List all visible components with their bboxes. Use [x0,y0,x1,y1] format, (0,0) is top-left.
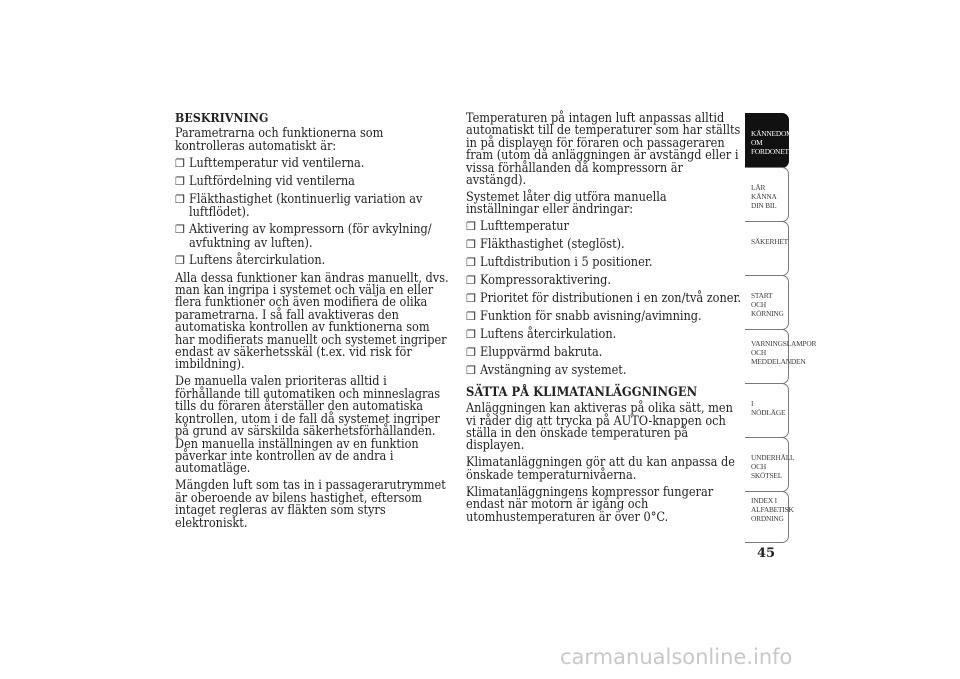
list-item: ❐ Kompressoraktivering. [466,272,611,288]
tab-index[interactable]: INDEX I ALFABETISK ORDNING [745,491,789,543]
list-item: ❐ Luftens återcirkulation. [175,251,326,267]
checkbox-bullet-icon: ❐ [175,156,185,170]
page-number: 45 [757,546,776,561]
right-column [466,112,742,528]
checkbox-bullet-icon: ❐ [466,256,476,270]
checkbox-bullet-icon: ❐ [466,238,476,252]
tab-kannedom-om-fordonet[interactable]: KÄNNEDOM OM FORDONET [745,113,789,168]
intro-paragraph: Parametrarna och funktionerna som kontrolleras automatiskt är: [175,125,384,153]
checkbox-bullet-icon: ❐ [466,346,476,360]
checkbox-bullet-icon: ❐ [175,192,185,206]
section-heading-beskrivning: BESKRIVNING [175,111,269,125]
tab-i-nodlage[interactable]: I NÖDLÄGE [745,383,789,438]
checkbox-bullet-icon: ❐ [466,220,476,234]
list-item: ❐ Lufttemperatur [466,218,569,234]
list-item: ❐ Aktivering av kompressorn (för avkylning/ avfuktning av luften). [175,221,432,250]
tab-varningslampor[interactable]: VARNINGSLAMPOR OCH MEDDELANDEN [745,329,789,384]
checkbox-bullet-icon: ❐ [466,310,476,324]
list-item: ❐ Luftfördelning vid ventilerna [175,172,355,188]
body-paragraph: De manuella valen prioriteras alltid i förhållande till automatiken och minneslagras tills du föraren återställer den automatiska kontrollen, utom i de fall då systemet ingriper på grund av särskilda säkerhetsförhållanden. Den manuella inställningen av en funktion påverkar inte kontrollen av de andra i automatläge. [175,373,441,476]
watermark: carmanualsonline.info [560,645,793,669]
list-item: ❐ Funktion för snabb avisning/avimning. [466,308,702,324]
body-paragraph: Temperaturen på intagen luft anpassas alltid automatiskt till de temperaturer som har ställts in på displayen för föraren och passageraren fram (utom då anläggningen är avstängd eller i vissa förhållanden då kompressorn är avstängd). [466,110,741,188]
list-item: ❐ Lufttemperatur vid ventilerna. [175,154,365,170]
checkbox-bullet-icon: ❐ [466,328,476,342]
tab-underhall-och-skotsel[interactable]: UNDERHÅLL OCH SKÖTSEL [745,437,789,492]
body-paragraph: Anläggningen kan aktiveras på olika sätt, men vi råder dig att trycka på AUTO-knappen och ställa in den önskade temperaturen på displayen. [466,400,733,453]
tab-sakerhet[interactable]: SÄKERHET [745,221,789,276]
section-heading-satta-pa: SÄTTA PÅ KLIMATANLÄGGNINGEN [466,384,698,400]
checkbox-bullet-icon: ❐ [175,253,185,267]
tab-lar-kanna-din-bil[interactable]: LÄR KÄNNA DIN BIL [745,167,789,222]
list-item: ❐ Fläkthastighet (steglöst). [466,236,625,252]
left-column [175,112,451,534]
body-paragraph: Klimatanläggningens kompressor fungerar endast när motorn är igång och utomhustemperaturen är över 0°C. [466,483,714,524]
checkbox-bullet-icon: ❐ [175,223,185,237]
list-item: ❐ Fläkthastighet (kontinuerlig variation av luftflödet). [175,190,423,220]
body-paragraph: Systemet låter dig utföra manuella inställningar eller ändringar: [466,189,667,217]
list-item: ❐ Luftdistribution i 5 positioner. [466,254,653,270]
body-paragraph: Alla dessa funktioner kan ändras manuellt, dvs. man kan ingripa i systemet och välja en eller flera funktioner och även modifiera de olika parametrarna. I så fall avaktiveras den automatiska kontrollen av funktionerna som har modifierats manuellt och systemet ingriper endast av säkerhetsskäl (t.ex. vid risk för imbildning). [175,269,449,372]
list-item: ❐ Luftens återcirkulation. [466,326,617,342]
list-item: ❐ Avstängning av systemet. [466,362,627,378]
list-item: ❐ Prioritet för distributionen i en zon/två zoner. [466,290,742,306]
body-paragraph: Mängden luft som tas in i passagerarutrymmet är oberoende av bilens hastighet, eftersom intaget regleras av fläkten som styrs elektroniskt. [175,477,446,530]
checkbox-bullet-icon: ❐ [175,174,185,188]
checkbox-bullet-icon: ❐ [466,364,476,378]
checkbox-bullet-icon: ❐ [466,292,476,306]
list-item: ❐ Eluppvärmd bakruta. [466,344,603,360]
checkbox-bullet-icon: ❐ [466,274,476,288]
body-paragraph: Klimatanläggningen gör att du kan anpassa de önskade temperaturnivåerna. [466,454,735,482]
tab-start-och-korning[interactable]: START OCH KÖRNING [745,275,789,330]
